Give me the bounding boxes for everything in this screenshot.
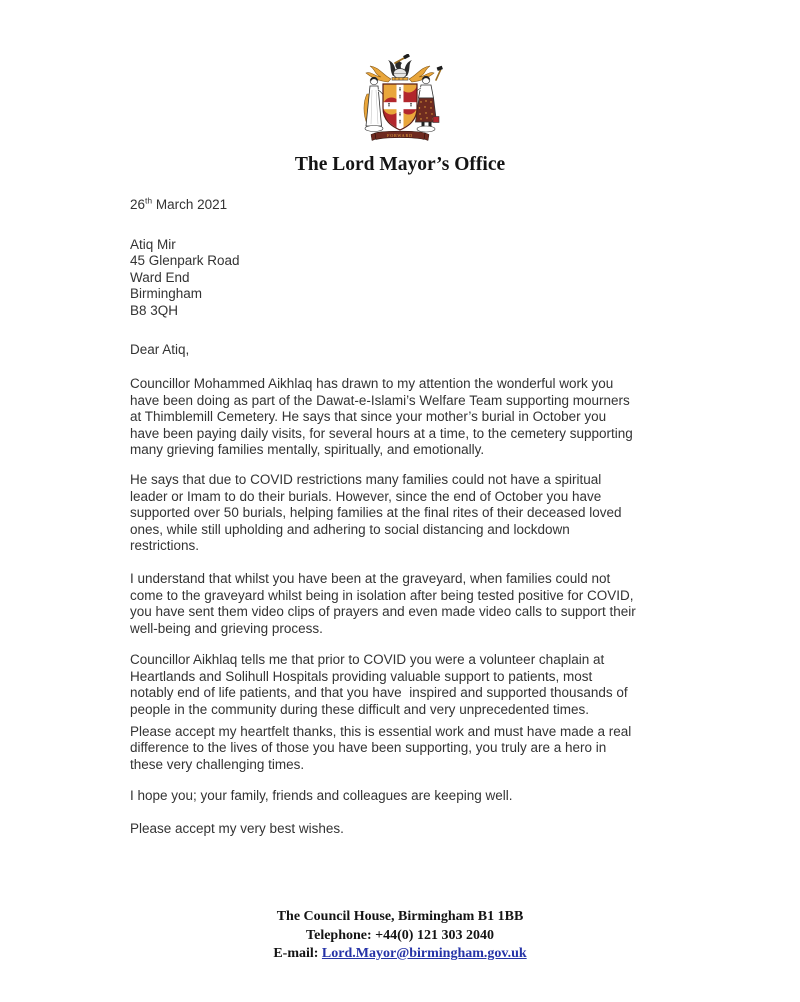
letter-footer (0, 908, 800, 964)
text-line: these very challenging times. (130, 756, 305, 772)
letterhead-title: The Lord Mayor’s Office (294, 154, 506, 175)
footer-email-label: E-mail: (273, 946, 322, 961)
text-line: you have sent them video clips of prayers and even made video calls to support their (130, 604, 636, 619)
text-line: come to the graveyard whilst being in isolation after being tested positive for COVID, (130, 587, 634, 603)
date-rest: March 2021 (152, 197, 228, 212)
text-line: ones, while still upholding and adhering to social distancing and lockdown (130, 521, 570, 537)
paragraph (130, 472, 682, 555)
address-line: Ward End (130, 269, 190, 285)
address-line: Atiq Mir (130, 236, 176, 252)
footer-telephone: Telephone: +44(0) 121 303 2040 (306, 927, 494, 943)
paragraph (130, 652, 682, 718)
date-ordinal: th (145, 195, 153, 206)
email-link[interactable]: Lord.Mayor@birmingham.gov.uk (321, 946, 527, 961)
text-line: Heartlands and Solihull Hospitals providing valuable support to patients, most (130, 668, 593, 684)
address-line: 45 Glenpark Road (130, 253, 240, 268)
text-line: at Thimblemill Cemetery. He says that since your mother’s burial in October you (130, 409, 607, 424)
text-line: I hope you; your family, friends and colleagues are keeping well. (130, 787, 513, 803)
paragraph (130, 571, 682, 637)
text-line: have been paying daily visits, for several hours at a time, to the cemetery supporting (130, 425, 633, 441)
text-line: I understand that whilst you have been at the graveyard, when families could not (130, 571, 611, 586)
text-line: have been doing as part of the Dawat-e-Islami’s Welfare Team supporting mourners (130, 392, 630, 408)
address-line: Birmingham (130, 286, 203, 301)
recipient-address (130, 237, 682, 320)
text-line: Councillor Mohammed Aikhlaq has drawn to my attention the wonderful work you (130, 376, 614, 391)
text-line: restrictions. (130, 538, 200, 553)
paragraph (130, 821, 682, 838)
text-line: well-being and grieving process. (130, 620, 323, 636)
paragraph (130, 376, 682, 459)
coat-of-arms-graphic (345, 54, 455, 146)
text-line: Councillor Aikhlaq tells me that prior to COVID you were a volunteer chaplain at (130, 652, 605, 667)
letter-date (130, 197, 682, 214)
text-line: Please accept my heartfelt thanks, this is essential work and must have made a real (130, 723, 632, 739)
salutation: Dear Atiq, (130, 342, 190, 357)
letter-content (130, 197, 682, 837)
text-line: difference to the lives of those you have been supporting, you truly are a hero in (130, 740, 607, 755)
text-line: leader or Imam to do their burials. However, since the end of October you have (130, 488, 602, 504)
address-line: B8 3QH (130, 302, 179, 318)
text-line: He says that due to COVID restrictions many families could not have a spiritual (130, 472, 602, 487)
footer-email-line (0, 945, 800, 964)
text-line: people in the community during these difficult and very unprecedented times. (130, 701, 590, 717)
text-line: Please accept my very best wishes. (130, 820, 344, 836)
paragraph (130, 724, 682, 774)
text-line: notably end of life patients, and that you have inspired and supported thousands of (130, 685, 628, 700)
paragraph (130, 788, 682, 805)
footer-address: The Council House, Birmingham B1 1BB (276, 909, 524, 924)
letter-paragraphs (130, 376, 682, 837)
coat-of-arms (345, 54, 455, 146)
text-line: supported over 50 burials, helping families at the final rites of their deceased loved (130, 505, 622, 520)
crest-motto: FORWARD (387, 132, 413, 138)
date-day: 26 (130, 197, 146, 212)
text-line: many grieving families mentally, spiritually, and emotionally. (130, 442, 485, 457)
